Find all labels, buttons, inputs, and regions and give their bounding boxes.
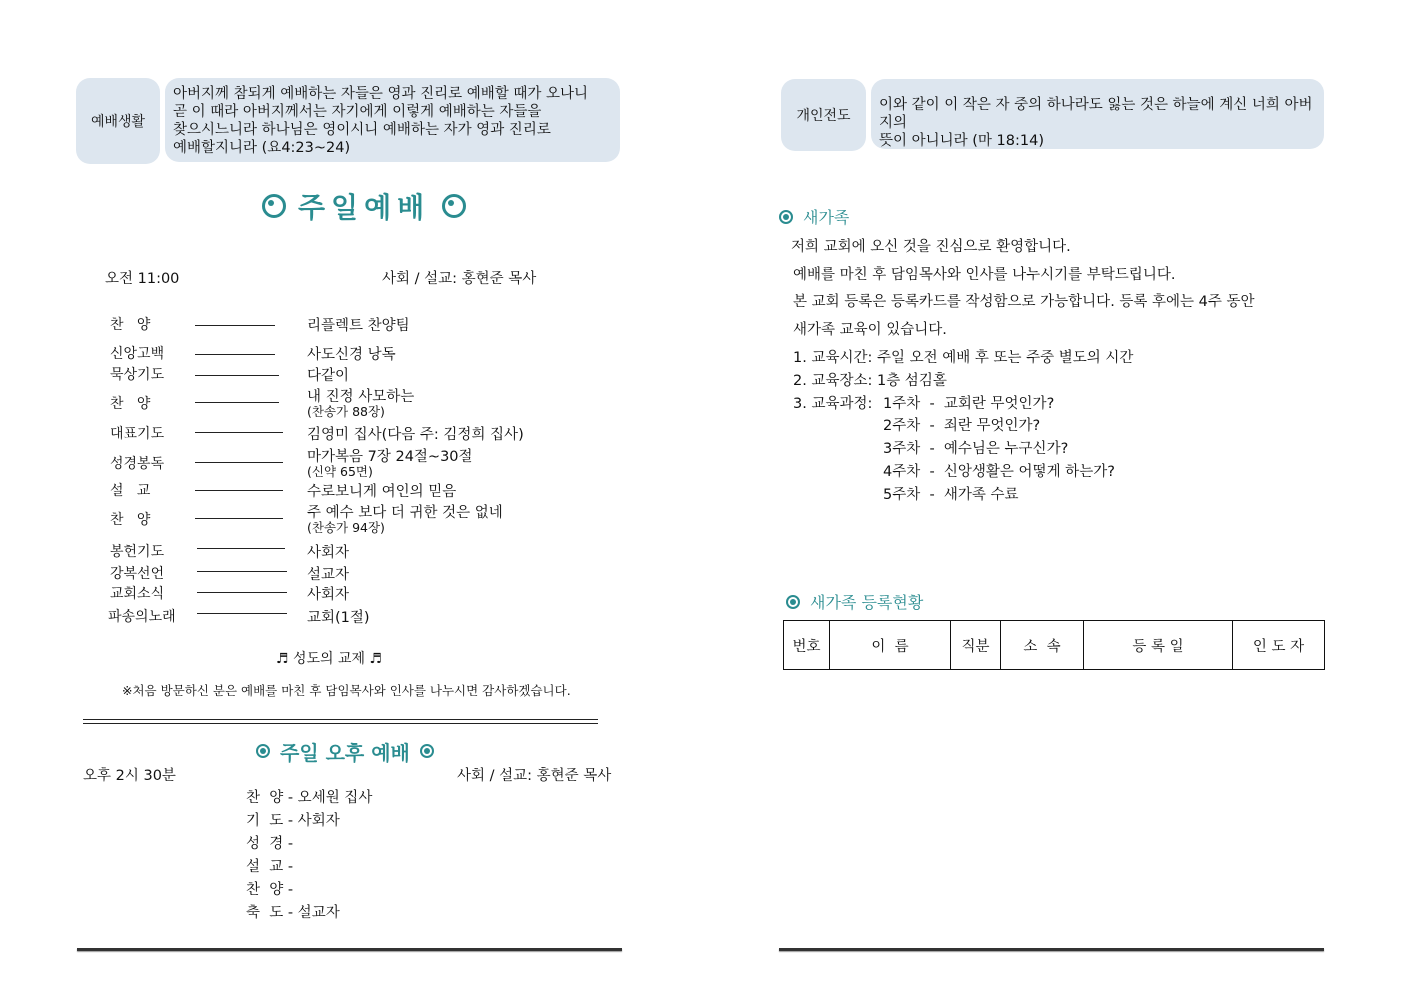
- footer-rule-right: [779, 948, 1324, 951]
- leader-line: [197, 613, 287, 614]
- order-label: 대표기도: [110, 426, 165, 442]
- order-content: 내 진정 사모하는: [307, 389, 415, 405]
- order-label: 찬 양: [110, 396, 151, 412]
- evangelism-verse-box: [871, 79, 1324, 149]
- course-item: 2주차 - 죄란 무엇인가?: [883, 418, 1041, 434]
- order-content: 교회(1절): [307, 610, 370, 626]
- worship-life-tab: [76, 78, 160, 164]
- afternoon-leader: 사회 / 설교: 홍현준 목사: [457, 768, 612, 784]
- order-label: 성경봉독: [110, 456, 165, 472]
- header-name: 이 름: [830, 621, 951, 670]
- afternoon-item: 기 도 - 사회자: [246, 813, 340, 829]
- afternoon-item: 설 교 -: [246, 859, 294, 875]
- header-position: 직분: [951, 621, 1001, 670]
- order-label: 교회소식: [110, 586, 165, 602]
- visitor-note: ※처음 방문하신 분은 예배를 마친 후 담임목사와 인사를 나누시면 감사하겠습니다.: [122, 683, 571, 698]
- divider-double-bottom: [83, 723, 598, 724]
- order-sub: (찬송가 94장): [307, 520, 385, 535]
- order-content: 주 예수 보다 더 귀한 것은 없네: [307, 505, 503, 521]
- order-label: 묵상기도: [110, 367, 165, 383]
- worship-life-label: 예배생활: [90, 114, 146, 130]
- order-sub: (신약 65면): [307, 464, 373, 479]
- leader-line: [195, 375, 279, 376]
- service-leader: 사회 / 설교: 홍현준 목사: [382, 271, 537, 287]
- order-content: 수로보니게 여인의 믿음: [307, 484, 457, 500]
- newfamily-line: 새가족 교육이 있습니다.: [793, 322, 947, 338]
- leader-line: [195, 462, 283, 463]
- order-label: 봉헌기도: [110, 544, 165, 560]
- afternoon-service-title: [256, 737, 446, 765]
- verse-line: 예배할지니라 (요4:23~24): [173, 140, 351, 156]
- order-label: 신앙고백: [110, 346, 165, 362]
- evangelism-tab: [781, 79, 866, 151]
- leader-line: [197, 548, 285, 549]
- order-content: 다같이: [307, 368, 350, 384]
- course-item: 3주차 - 예수님은 누구신가?: [883, 441, 1069, 457]
- target-bullet-icon: [262, 194, 286, 218]
- edu-course-label: 3. 교육과정:: [793, 396, 873, 412]
- target-bullet-icon: [779, 210, 793, 224]
- order-content: 마가복음 7장 24절~30절: [307, 449, 473, 465]
- sunday-service-title: [262, 186, 472, 226]
- newfamily-line: 예배를 마친 후 담임목사와 인사를 나누시기를 부탁드립니다.: [793, 267, 1176, 283]
- verse-line: 찾으시느니라 하나님은 영이시니 예배하는 자가 영과 진리로: [173, 122, 551, 138]
- leader-line: [197, 571, 287, 572]
- course-item: 1주차 - 교회란 무엇인가?: [883, 396, 1055, 412]
- order-content: 설교자: [307, 567, 350, 583]
- newfamily-title: 새가족: [803, 208, 850, 227]
- table-row: [784, 621, 1325, 670]
- order-sub: (찬송가 88장): [307, 404, 385, 419]
- target-bullet-icon: [420, 744, 434, 758]
- registry-title: 새가족 등록현황: [810, 593, 924, 612]
- page-title: 주일예배: [298, 191, 431, 224]
- order-label: 설 교: [110, 483, 151, 499]
- verse-line: 아버지께 참되게 예배하는 자들은 영과 진리로 예배할 때가 오나니: [173, 86, 589, 102]
- order-label: 강복선언: [110, 566, 165, 582]
- header-number: 번호: [784, 621, 830, 670]
- edu-time: 1. 교육시간: 주일 오전 예배 후 또는 주중 별도의 시간: [793, 350, 1134, 366]
- afternoon-item: 찬 양 -: [246, 882, 294, 898]
- newfamily-line: 저희 교회에 오신 것을 진심으로 환영합니다.: [791, 239, 1071, 255]
- leader-line: [195, 325, 275, 326]
- verse-line: 이와 같이 이 작은 자 중의 하나라도 잃는 것은 하늘에 계신 너희 아버지의: [879, 97, 1313, 131]
- registry-table: [783, 620, 1325, 670]
- registry-heading: [786, 590, 923, 613]
- evangelism-label: 개인전도: [796, 108, 851, 124]
- afternoon-title: 주일 오후 예배: [280, 740, 410, 765]
- fellowship-text: ♬ 성도의 교제 ♬: [276, 651, 383, 667]
- target-bullet-icon: [786, 595, 800, 609]
- leader-line: [197, 592, 287, 593]
- order-content: 사회자: [307, 545, 350, 561]
- divider-double-top: [83, 719, 598, 720]
- order-label: 찬 양: [110, 317, 151, 333]
- order-content: 사회자: [307, 587, 350, 603]
- order-content: 김영미 집사(다음 주: 김정희 집사): [307, 427, 524, 443]
- order-label: 찬 양: [110, 512, 151, 528]
- header-affiliation: 소 속: [1001, 621, 1084, 670]
- target-bullet-icon: [442, 194, 466, 218]
- edu-place: 2. 교육장소: 1층 섬김홀: [793, 373, 947, 389]
- leader-line: [195, 354, 275, 355]
- newfamily-line: 본 교회 등록은 등록카드를 작성함으로 가능합니다. 등록 후에는 4주 동안: [793, 294, 1255, 310]
- leader-line: [195, 402, 279, 403]
- order-content: 사도신경 낭독: [307, 347, 396, 363]
- leader-line: [195, 432, 283, 433]
- afternoon-time: 오후 2시 30분: [83, 768, 176, 784]
- afternoon-item: 성 경 -: [246, 836, 294, 852]
- course-item: 4주차 - 신앙생활은 어떻게 하는가?: [883, 464, 1115, 480]
- verse-line: 곧 이 때라 아버지께서는 자기에게 이렇게 예배하는 자들을: [173, 104, 542, 120]
- leader-line: [195, 490, 283, 491]
- order-content: 리플렉트 찬양팀: [307, 318, 410, 334]
- course-item: 5주차 - 새가족 수료: [883, 487, 1019, 503]
- order-label: 파송의노래: [108, 609, 176, 625]
- newfamily-heading: [779, 205, 849, 228]
- leader-line: [195, 518, 283, 519]
- verse-line: 뜻이 아니니라 (마 18:14): [879, 133, 1044, 149]
- header-register-date: 등 록 일: [1084, 621, 1233, 670]
- afternoon-item: 축 도 - 설교자: [246, 905, 340, 921]
- target-bullet-icon: [256, 744, 270, 758]
- service-time: 오전 11:00: [105, 271, 180, 287]
- worship-verse-box: [165, 78, 620, 162]
- afternoon-item: 찬 양 - 오세원 집사: [246, 790, 373, 806]
- header-guide: 인 도 자: [1233, 621, 1325, 670]
- footer-rule-left: [77, 948, 622, 951]
